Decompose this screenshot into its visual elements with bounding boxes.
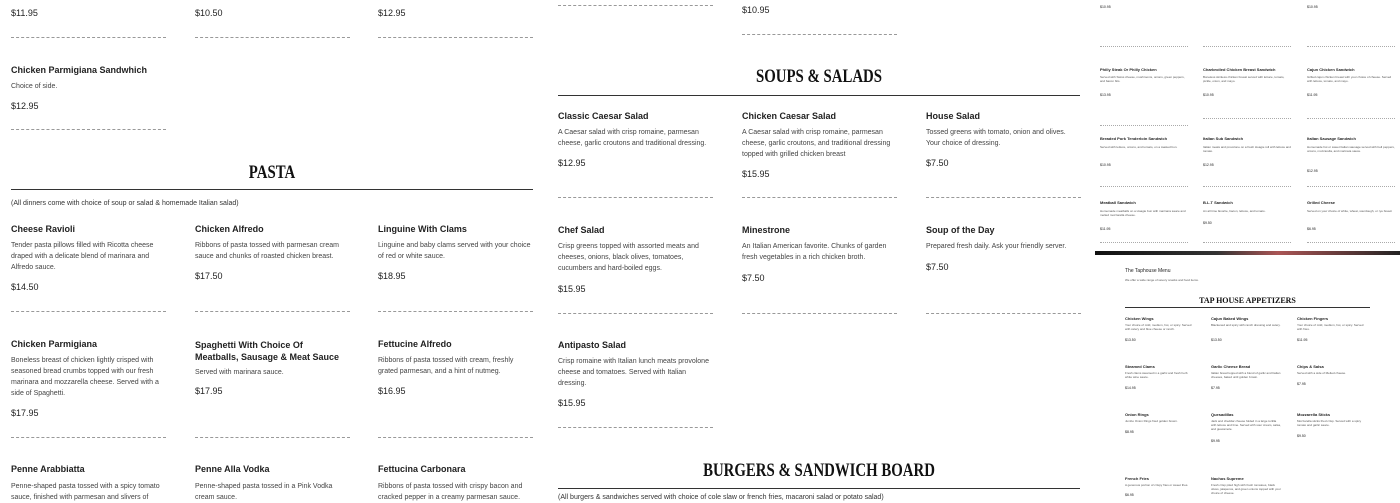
thumb-item-name: Italian Sub Sandwich [1203,136,1244,141]
item-name: Chicken Parmigiana [11,339,98,349]
divider [195,311,350,312]
item-price: $12.95 [558,158,586,168]
thumb-item-name: Nachos Supreme [1211,476,1244,481]
divider [558,313,713,314]
section-rule [558,488,1080,489]
item-desc: Boneless breast of chicken lightly crisped with seasoned bread crumbs topped with our fresh marinara and mozzarella cheese. Served with a side of Spaghetti. [11,357,159,397]
item-desc: Served with marinara sauce. [195,369,284,376]
item-name: Chef Salad [558,225,605,235]
divider [742,34,897,35]
thumb-item-name: Cajun Baked Wings [1211,316,1249,321]
thumb-item-name: French Fries [1125,476,1150,481]
divider [558,5,713,6]
section-title-pasta: PASTA [248,162,296,183]
section-note: (All burgers & sandwiches served with choice of cole slaw or french fries, macaroni salad or potato salad) [558,494,884,501]
item-price: $12.95 [11,101,39,111]
item-price: $12.95 [378,8,406,18]
section-title-burgers: BURGERS & SANDWICH BOARD [703,460,935,481]
item-desc: An Italian American favorite. Chunks of garden fresh vegetables in a rich chicken broth. [742,243,887,261]
thumb-item-name: Charbroiled Chicken Breast Sandwich [1203,67,1276,72]
thumb-item-name: Onion Rings [1125,412,1149,417]
section-rule [11,189,533,190]
section-rule [558,95,1080,96]
item-name: Chicken Caesar Salad [742,111,837,121]
item-desc: Linguine and baby clams served with your choice of red or white sauce. [378,242,531,260]
item-price: $14.50 [11,282,39,292]
divider [378,37,533,38]
item-desc: Prepared fresh daily. Ask your friendly server. [926,243,1067,250]
thumb-item-name: Steamed Clams [1125,364,1155,369]
item-name: Antipasto Salad [558,340,627,350]
item-price: $15.95 [742,169,770,179]
item-desc: Crisp greens topped with assorted meats and cheeses, onions, black olives, tomatoes, cucumbers and hard-boiled eggs. [558,243,699,272]
section-title-soups: SOUPS & SALADS [755,66,882,87]
item-name: House Salad [926,111,981,121]
thumb-item-name: B.L.T Sandwich [1203,200,1233,205]
item-name: Chicken Parmigiana Sandwhich [11,65,148,75]
thumb-item-name: Garlic Cheese Bread [1211,364,1251,369]
divider [195,437,350,438]
divider [742,197,897,198]
item-price: $16.95 [378,386,406,396]
item-name: Linguine With Clams [378,224,467,234]
thumb-item-name: Chicken Fingers [1297,316,1329,321]
item-name: Classic Caesar Salad [558,111,649,121]
item-price: $18.95 [378,271,406,281]
item-price: $7.50 [926,158,949,168]
divider [558,197,713,198]
item-desc: A Caesar salad with crisp romaine, parmesan cheese, garlic croutons and traditional dressing. [558,129,707,147]
divider [195,37,350,38]
item-desc: Tossed greens with tomato, onion and olives. Your choice of dressing. [926,129,1066,147]
item-name: Cheese Ravioli [11,224,76,234]
item-desc: Crisp romaine with Italian lunch meats provolone cheese and tomatoes. Served with Italian dressing. [558,358,709,387]
divider [926,197,1081,198]
item-price: $15.95 [558,398,586,408]
thumbnail-separator [1095,251,1400,255]
thumb-item-name: Cajun Chicken Sandwich [1307,67,1355,72]
divider [926,313,1081,314]
item-name: Spaghetti With Choice Of Meatballs, Sausage & Meat Sauce [195,340,340,362]
thumb-item-name: Breaded Pork Tenderloin Sandwich [1100,136,1168,141]
item-price: $17.95 [195,386,223,396]
item-desc: Ribbons of pasta tossed with parmesan cream sauce and chunks of roasted chicken breast. [195,242,339,260]
divider [11,311,166,312]
item-name: Fettucina Carbonara [378,464,466,474]
item-name: Minestrone [742,225,791,235]
thumb-item-name: Chips & Salsa [1297,364,1324,369]
thumb-banner: TAP HOUSE APPETIZERS [1199,296,1296,305]
item-desc: A Caesar salad with crisp romaine, parmesan cheese, garlic croutons, and traditional dressing topped with grilled chicken breast [742,129,891,158]
item-desc: Tender pasta pillows filled with Ricotta cheese draped with a delicate blend of marinara and Alfredo sauce. [11,242,154,271]
divider [378,437,533,438]
thumb-item-name: Quesadillas [1211,412,1234,417]
divider [378,311,533,312]
thumb-item-name: Italian Sausage Sandwich [1307,136,1356,141]
divider [558,427,713,428]
thumb-item-name: Chicken Wings [1125,316,1154,321]
thumbnail-sandwich-page[interactable]: $10.95 $10.95 Philly Steak Or Philly Chicken Served with Swiss cheese, mushrooms, onions, green peppers, and bacon bits. $13.95 Charbroiled Chicken Breast Sandwich Boneless skinless chicken breast served with lettuce, tomato, pickle, onion, and mayo. $10.95 Cajun Chicken Sandwich Grilled cajun chicken breast with your choice of cheese. Served with lettuce, tomato, and mayo. $11.95 Breaded Pork Tenderloin Sandwich Served with lettuce, onions, and tomato, on a toasted bun. $10.95 Italian Sub Sandwich Italian meats and provolone on a fresh Hoagie roll with lettuce and tomato. $12.95 Italian Sausage Sandwich Homemade hot or sweet Italian sausage served with bell peppers, onions, mozzarella, and marinara sauce. $12.95 Meatball Sandwich Homemade meatballs on a Hoagie bun with marinara sauce and melted mozzarella cheese. $11.95 B.L.T Sandwich An all time favorite, bacon, lettuce, and tomato. $9.50 Grilled Cheese Served on your choice of white, wheat, sourdough, or rye bread. $6.95 [1095,0,1400,250]
thumb-item-name: Mozzarella Sticks [1297,412,1331,417]
thumb-item-name: Philly Steak Or Philly Chicken [1100,67,1157,72]
divider [11,129,166,130]
item-price: $10.95 [742,5,770,15]
divider [11,37,166,38]
item-name: Penne Alla Vodka [195,464,270,474]
thumbnail-appetizers-page[interactable]: The Taphouse Menu We offer a wide range of savory snacks and food items. TAP HOUSE APPETIZERS Chicken Wings Your choice of mild, medium, hot, or spicy. Served with celery and blue cheese or ranch. $13.50 Cajun Baked Wings Blackened and spicy with ranch dressing and celery. $13.50 Chicken Fingers Your choice of mild, medium, hot, or spicy. Served with fries. $11.95 Steamed Clams Fresh clams steamed in a garlic and fresh herb white wine sauce. $14.95 Garlic Cheese Bread Italian bread topped with a blend of garlic and Italian cheeses, baked until golden brown. $7.95 Chips & Salsa Served with a side of Melted cheese. $7.95 Onion Rings Jumbo Onion Rings fried golden brown. $8.95 Quesadillas Jack and cheddar cheese folded in a large tortilla with lettuce and lime. Served with sour cream, salsa, and guacamole. $9.95 Mozzarella Sticks Mozzarella sticks fried crisp. Served with a spicy tomato and garlic sauce. $9.50 French Fries A generous portion of crispy fries or sweet fries. $6.95 Nachos Supreme Fresh crisp piled high with fresh tomatoes, black olives, jalapenos, and green onions topped with your choice of cheese. [1095,256,1400,500]
item-price: $11.95 [11,8,38,18]
thumb-item-name: Grilled Cheese [1307,200,1336,205]
item-price: $15.95 [558,284,586,294]
item-price: $17.95 [11,408,39,418]
item-desc: Penne-shaped pasta tossed in a Pink Vodka cream sauce. [195,483,333,501]
item-price: $10.50 [195,8,223,18]
item-price: $7.50 [926,262,949,272]
item-name: Penne Arabbiatta [11,464,85,474]
item-desc: Ribbons of pasta tossed with cream, freshly grated parmesan, and a hint of nutmeg. [378,357,514,375]
divider [11,437,166,438]
item-name: Chicken Alfredo [195,224,264,234]
item-name: Fettucine Alfredo [378,339,452,349]
divider [742,313,897,314]
item-desc: Penne-shaped pasta tossed with a spicy tomato sauce, finished with parmesan and slivers of [11,483,160,501]
thumb-page-title: The Taphouse Menu [1125,268,1171,274]
item-desc: Choice of side. [11,83,58,90]
item-desc: Ribbons of pasta tossed with crispy bacon and cracked pepper in a creamy parmesan sauce. [378,483,523,501]
item-name: Soup of the Day [926,225,995,235]
thumb-item-name: Meatball Sandwich [1100,200,1136,205]
section-note: (All dinners come with choice of soup or salad & homemade Italian salad) [11,200,239,207]
item-price: $7.50 [742,273,765,283]
item-price: $17.50 [195,271,223,281]
